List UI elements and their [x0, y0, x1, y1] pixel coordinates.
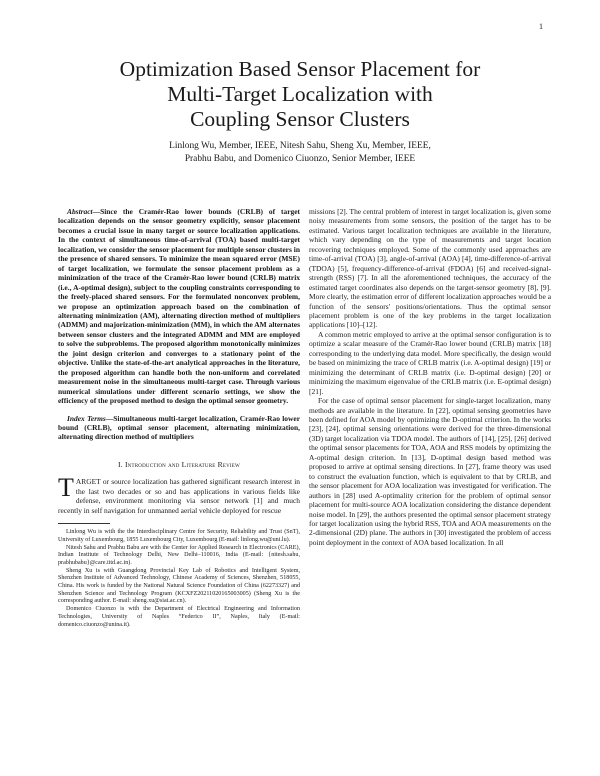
- index-terms-lead: Index Terms: [67, 413, 106, 423]
- section-heading: I. Introduction and Literature Review: [118, 459, 240, 469]
- paper-title: [60, 57, 540, 132]
- footnote: Nitesh Sahu and Prabhu Babu are with the Center for Applied Research in Electronics (CARE), Indian Institute of Technology Delhi, New Delhi–110016, India (E-mail: {nitesh.sahu, prabhubabu}@care.iitd.ac.in).: [58, 544, 300, 566]
- footnote: Sheng Xu is with Guangdong Provincial Key Lab of Robotics and Intelligent System, Shenzhen Institute of Advanced Technology, Chinese Academy of Sciences, Shenzhen, 518055, China. His work is funded by the National Natural Science Foundation of China (62273327) and Shenzhen Science and Technology Program (KCXFZ20211020165003005) (Sheng Xu is the corresponding author. E-mail: sheng.xu@siat.ac.cn).: [58, 567, 300, 605]
- footnote-divider: [58, 523, 110, 524]
- right-column: [309, 207, 551, 547]
- author-line: Prabhu Babu, and Domenico Ciuonzo, Senior Member, IEEE: [184, 153, 416, 164]
- body-paragraph: missions [2]. The central problem of interest in target localization is, given some noisy measurements from some sensors, the position of the target has to be estimated. Various target localization techniques are available in the literature, which vary depending on the type of measurements and target location recovering techniques employed. Some of the commonly used approaches are time-of-arrival (TOA) [3], angle-of-arrival (AOA) [4], time-difference-of-arrival (TDOA) [5], frequency-difference-of-arrival (FDOA) [6] and received-signal-strength (RSS) [7]. In all the aforementioned techniques, the accuracy of the estimated target coordinates also depends on the target-sensor geometry [8], [9]. More clearly, the estimation error of different localization approaches would be a function of the sensors' positions/orientations. Thus the optimal sensor placement problem is one of the key problems in the target localization applications [10]–[12].: [309, 207, 551, 330]
- body-paragraph: A common metric employed to arrive at the optimal sensor configuration is to optimize a scalar measure of the Cramér-Rao lower bound (CRLB) matrix [18] corresponding to the underlying data model. More specifically, the design would be based on minimizing the trace of CRLB matrix (i.e. A-optimal design) [19] or minimizing the determinant of CRLB matrix (i.e. D-optimal design) [20] or minimizing the maximum eigenvalue of the CRLB matrix (i.e. E-optimal design) [21].: [309, 329, 551, 396]
- abstract-lead: Abstract: [67, 207, 93, 216]
- title-line: Optimization Based Sensor Placement for: [119, 57, 481, 81]
- body-paragraph: For the case of optimal sensor placement for single-target localization, many methods are available in the literature. In [22], optimal sensing geometries have been defined for AOA model by optimizing the D-optimal criterion. In the works [23], [24], optimal sensing orientations were derived for the three-dimensional (3D) target localization via TDOA model. The authors of [14], [25], [26] derived the optimal sensor placements for TOA, AOA and RSS models by optimizing the A-optimal design criterion. In [13], D-optimal design based method was proposed to arrive at optimal sensing directions. In [27], frame theory was used to construct the evaluation function, which is equivalent to that by CRLB, and the sensor placement for AOA localization was investigated for verification. The authors in [28] used A-optimality criterion for the problem of optimal sensor placement for multi-source AOA localization considering the distance dependent noise model. In [29], the authors presented the optimal sensor placement strategy for target localization using the hybrid RSS, TOA and AOA measurements on the 2-dimensional (2D) plane. The authors in [30] investigated the problem of access point deployment in the context of AOA based localization. In all: [309, 396, 551, 547]
- title-line: Multi-Target Localization with: [167, 82, 433, 106]
- drop-cap: T: [58, 473, 74, 503]
- intro-first-word: ARGET: [75, 477, 101, 487]
- title-line: Coupling Sensor Clusters: [190, 107, 410, 131]
- author-list: [60, 140, 540, 165]
- footnote: Linlong Wu is with the the Interdisciplinary Centre for Security, Reliability and Trust (SnT), University of Luxembourg, 1855 Luxembourg City, Luxembourg (E-mail: linlong.wu@uni.lu).: [58, 529, 300, 543]
- author-line: Linlong Wu, Member, IEEE, Nitesh Sahu, Sheng Xu, Member, IEEE,: [169, 141, 431, 151]
- abstract: [58, 207, 300, 406]
- footnote: Domenico Ciuonzo is with the Department of Electrical Engineering and Information Technologies, University of Naples “Federico II”, Naples, Italy (E-mail: domenico.ciuonzo@unina.it).: [58, 606, 300, 628]
- index-terms: [58, 414, 300, 442]
- abstract-text: —Since the Cramér-Rao lower bounds (CRLB) of target localization depends on the sensor geometry explicitly, sensor placement becomes a crucial issue in many target or source localization applications. In the context of simultaneous time-of-arrival (TOA) based multi-target localization, we consider the sensor placement for multiple sensor clusters in the presence of shared sensors. To minimize the mean squared error (MSE) of target localization, we formulate the sensor placement problem as a minimization of the trace of the Cramér-Rao lower bound (CRLB) matrix (i.e., A-optimal design), subject to the coupling constraints corresponding to the freely-placed shared sensors. For the formulated nonconvex problem, we propose an optimization approach based on the combination of alternating minimization (AM), alternating direction method of multipliers (ADMM) and majorization-minimization (MM), in which the AM alternates between sensor clusters and the integrated ADMM and MM are employed to solve the subproblems. The proposed algorithm monotonically minimizes the joint design criterion and converges to a stationary point of the objective. Unlike the state-of-the-art analytical approaches in the literature, the proposed algorithm can handle both the non-uniform and correlated measurement noise in the simultaneous multi-target case. Through various numerical simulations under different scenario settings, we show the efficiency of the proposed method to design the optimal sensor geometry.: [58, 207, 300, 406]
- intro-paragraph: [58, 473, 300, 515]
- page-number: 1: [539, 22, 543, 31]
- intro-text: or source localization has gathered significant research interest in the last two decades or so and has applications in various fields like defense, environment monitoring via sensor network [1] and much recently in self navigation for unmanned aerial vehicle deployed for rescue: [58, 477, 300, 515]
- left-column: [58, 207, 300, 629]
- index-terms-text: —Simultaneous multi-target localization, Cramér-Rao lower bound (CRLB), optimal sensor placement, alternating minimization, alternating direction method of multipliers: [58, 413, 300, 442]
